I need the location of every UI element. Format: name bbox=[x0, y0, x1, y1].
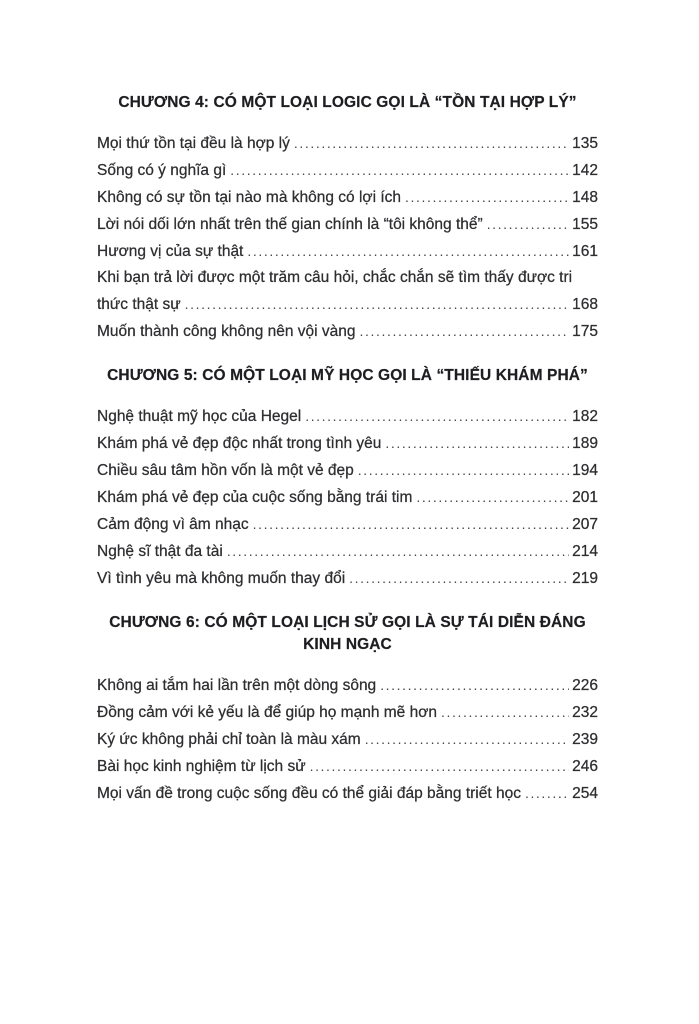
toc-entry-page-number: 142 bbox=[572, 162, 598, 179]
toc-entry-title: Vì tình yêu mà không muốn thay đổi bbox=[97, 570, 346, 587]
dotted-leader-icon bbox=[416, 484, 569, 510]
toc-entry-row bbox=[97, 538, 598, 565]
dotted-leader-icon bbox=[525, 780, 569, 806]
chapter-heading: CHƯƠNG 6: CÓ MỘT LOẠI LỊCH SỬ GỌI LÀ SỰ TÁI DIỄN ĐÁNG KINH NGẠC bbox=[109, 614, 586, 653]
toc-entry-page-number: 207 bbox=[572, 516, 598, 533]
toc-section bbox=[97, 612, 598, 807]
toc-entry-page-number: 232 bbox=[572, 704, 598, 721]
dotted-leader-icon bbox=[441, 699, 569, 725]
toc-entry-page-number: 239 bbox=[572, 731, 598, 748]
toc-entry-title: Mọi vấn đề trong cuộc sống đều có thể giải đáp bằng triết học bbox=[97, 785, 521, 802]
dotted-leader-icon bbox=[310, 753, 570, 779]
toc-entry bbox=[97, 780, 598, 807]
toc-entry-page-number: 214 bbox=[572, 543, 598, 560]
toc-entry bbox=[97, 565, 598, 592]
toc-entry-row bbox=[97, 699, 598, 726]
toc-section bbox=[97, 365, 598, 592]
toc-entry-page-number: 148 bbox=[572, 189, 598, 206]
dotted-leader-icon bbox=[305, 403, 569, 429]
dotted-leader-icon bbox=[380, 672, 569, 698]
toc-entry bbox=[97, 457, 598, 484]
toc-entry-title: thức thật sự bbox=[97, 296, 181, 313]
toc-entry-row bbox=[97, 484, 598, 511]
dotted-leader-icon bbox=[405, 184, 569, 210]
toc-entry bbox=[97, 484, 598, 511]
toc-entry-title: Chiều sâu tâm hồn vốn là một vẻ đẹp bbox=[97, 462, 354, 479]
dotted-leader-icon bbox=[360, 318, 570, 344]
toc-entry-row bbox=[97, 565, 598, 592]
toc-entry bbox=[97, 184, 598, 211]
toc-entry-page-number: 135 bbox=[572, 135, 598, 152]
chapter-heading: CHƯƠNG 4: CÓ MỘT LOẠI LOGIC GỌI LÀ “TỒN TẠI HỢP LÝ” bbox=[118, 94, 577, 111]
dotted-leader-icon bbox=[294, 130, 569, 156]
toc-entry-title: Đồng cảm với kẻ yếu là để giúp họ mạnh mẽ hơn bbox=[97, 704, 437, 721]
toc-entry-page-number: 182 bbox=[572, 408, 598, 425]
toc-entry bbox=[97, 672, 598, 699]
toc-entry-overflow-line: Khi bạn trả lời được một trăm câu hỏi, chắc chắn sẽ tìm thấy được tri bbox=[97, 269, 573, 286]
dotted-leader-icon bbox=[227, 538, 569, 564]
toc-entry bbox=[97, 157, 598, 184]
toc-entry-row bbox=[97, 157, 598, 184]
toc-entry-title: Không ai tắm hai lần trên một dòng sông bbox=[97, 677, 377, 694]
chapter-entries bbox=[97, 403, 598, 592]
toc-entry bbox=[97, 238, 598, 265]
toc-entry-page-number: 161 bbox=[572, 243, 598, 260]
chapter-entries bbox=[97, 130, 598, 345]
dotted-leader-icon bbox=[349, 565, 569, 591]
toc-entry-row bbox=[97, 184, 598, 211]
toc-entry-title: Lời nói dối lớn nhất trên thế gian chính là “tôi không thể” bbox=[97, 216, 483, 233]
toc-entry-row bbox=[97, 753, 598, 780]
toc-entry bbox=[97, 511, 598, 538]
toc-entry bbox=[97, 753, 598, 780]
toc-entry bbox=[97, 430, 598, 457]
toc-entry-title: Hương vị của sự thật bbox=[97, 243, 244, 260]
toc-entry-title: Ký ức không phải chỉ toàn là màu xám bbox=[97, 731, 361, 748]
toc-entry-page-number: 226 bbox=[572, 677, 598, 694]
toc-entry-page-number: 168 bbox=[572, 296, 598, 313]
dotted-leader-icon bbox=[385, 430, 569, 456]
toc-entry-row bbox=[97, 780, 598, 807]
toc-entry-row bbox=[97, 211, 598, 238]
chapter-heading: CHƯƠNG 5: CÓ MỘT LOẠI MỸ HỌC GỌI LÀ “THIẾU KHÁM PHÁ” bbox=[107, 367, 588, 384]
toc-entry-row bbox=[97, 291, 598, 318]
toc-entry bbox=[97, 538, 598, 565]
dotted-leader-icon bbox=[358, 457, 569, 483]
toc-entry-page-number: 246 bbox=[572, 758, 598, 775]
toc-entry-row bbox=[97, 457, 598, 484]
toc-entry-page-number: 194 bbox=[572, 462, 598, 479]
dotted-leader-icon bbox=[487, 211, 569, 237]
toc-entry bbox=[97, 211, 598, 238]
toc-entry-page-number: 201 bbox=[572, 489, 598, 506]
toc-entry-title: Mọi thứ tồn tại đều là hợp lý bbox=[97, 135, 290, 152]
toc-entry-row bbox=[97, 511, 598, 538]
toc-entry-row bbox=[97, 238, 598, 265]
toc-entry-row bbox=[97, 430, 598, 457]
toc-entry-title: Không có sự tồn tại nào mà không có lợi ích bbox=[97, 189, 402, 206]
toc-entry-title: Nghệ thuật mỹ học của Hegel bbox=[97, 408, 302, 425]
dotted-leader-icon bbox=[365, 726, 569, 752]
toc-entry-page-number: 254 bbox=[572, 785, 598, 802]
toc-entry-title: Nghệ sĩ thật đa tài bbox=[97, 543, 223, 560]
dotted-leader-icon bbox=[253, 511, 569, 537]
toc-entry bbox=[97, 699, 598, 726]
toc-entry bbox=[97, 318, 598, 345]
toc-entry-title: Bài học kinh nghiệm từ lịch sử bbox=[97, 758, 306, 775]
toc-entry-row bbox=[97, 403, 598, 430]
toc-entry-row bbox=[97, 318, 598, 345]
toc-entry-title: Khám phá vẻ đẹp của cuộc sống bằng trái tim bbox=[97, 489, 413, 506]
dotted-leader-icon bbox=[185, 291, 569, 317]
toc-entry-page-number: 155 bbox=[572, 216, 598, 233]
toc-entry-title: Cảm động vì âm nhạc bbox=[97, 516, 249, 533]
toc-entry-page-number: 219 bbox=[572, 570, 598, 587]
toc-entry-row bbox=[97, 130, 598, 157]
dotted-leader-icon bbox=[230, 157, 569, 183]
toc-entry-title: Khám phá vẻ đẹp độc nhất trong tình yêu bbox=[97, 435, 382, 452]
toc-entry-page-number: 189 bbox=[572, 435, 598, 452]
toc-entry-title: Muốn thành công không nên vội vàng bbox=[97, 323, 356, 340]
toc-entry bbox=[97, 265, 598, 318]
toc-entry bbox=[97, 130, 598, 157]
chapter-entries bbox=[97, 672, 598, 807]
toc-entry-page-number: 175 bbox=[572, 323, 598, 340]
toc-entry-title: Sống có ý nghĩa gì bbox=[97, 162, 227, 179]
dotted-leader-icon bbox=[247, 238, 569, 264]
toc-entry-row bbox=[97, 672, 598, 699]
toc-entry bbox=[97, 726, 598, 753]
toc-entry-row bbox=[97, 726, 598, 753]
toc-section bbox=[97, 92, 598, 345]
toc-entry bbox=[97, 403, 598, 430]
